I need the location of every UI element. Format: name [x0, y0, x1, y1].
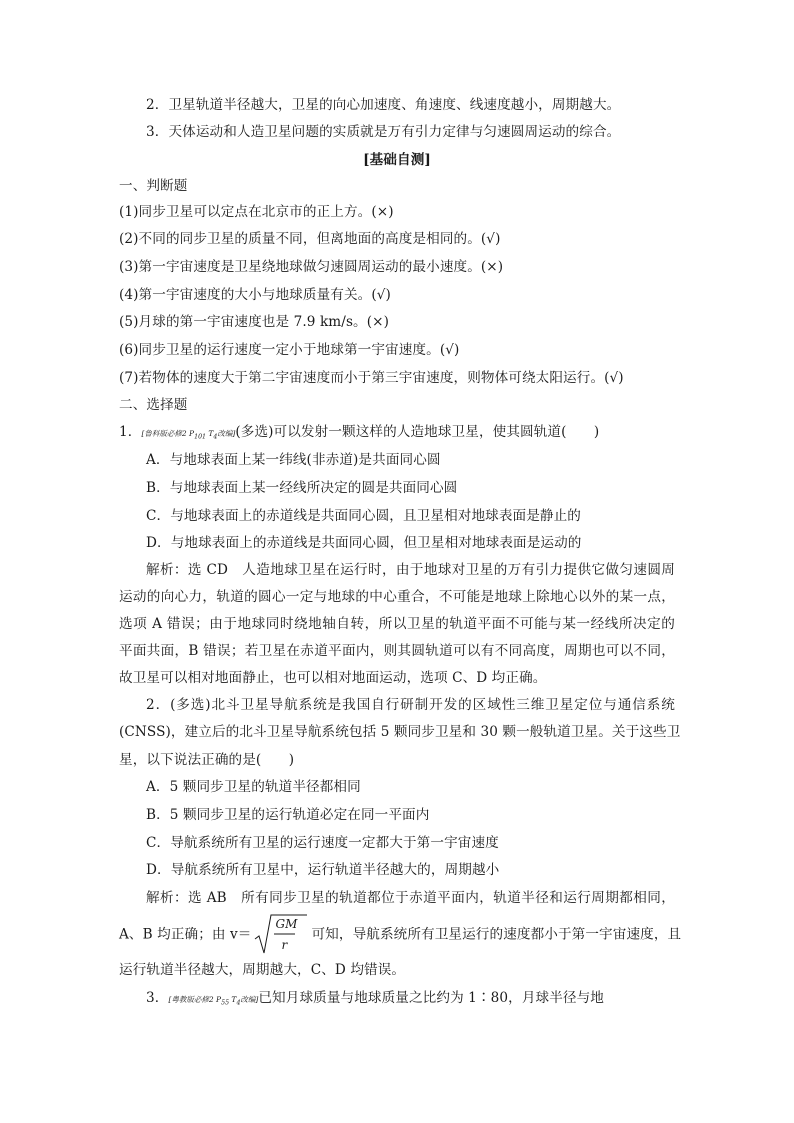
judge-item: (3)第一宇宙速度是卫星绕地球做匀速圆周运动的最小速度。(×)	[119, 259, 504, 275]
choice-heading: 二、选择题	[119, 397, 188, 413]
analysis-line: 运行轨道半径越大，周期越大，C、D 均错误。	[119, 962, 406, 978]
summary-item-3: 3．天体运动和人造卫星问题的实质就是万有引力定律与匀速圆周运动的综合。	[146, 124, 621, 140]
judge-item: (1)同步卫星可以定点在北京市的正上方。(×)	[119, 204, 394, 220]
question-2-stem: 星，以下说法正确的是( )	[119, 752, 295, 768]
question-2-stem: (CNSS)，建立后的北斗卫星导航系统包括 5 颗同步卫星和 30 颗一般轨道卫星。关于这些卫	[119, 724, 681, 740]
analysis-line: 平面共面，B 错误；若卫星在赤道平面内，则其圆轨道可以有不同高度，周期也可以不同，	[119, 643, 675, 659]
analysis-line: 运动的向心力，轨道的圆心一定与地球的中心重合，不可能是地球上除地心以外的某一点，	[119, 589, 675, 605]
analysis-formula-line: A、B 均正确；由 v＝ GM r 可知，导航系统所有卫星运行的速度都小于第一宇宙速度，且	[119, 913, 681, 957]
question-number: 3．	[146, 990, 169, 1006]
judge-item: (2)不同的同步卫星的质量不同，但离地面的高度是相同的。(√)	[119, 231, 501, 247]
question-text: (多选)可以发射一颗这样的人造地球卫星，使其圆轨道( )	[235, 424, 600, 440]
sqrt-formula	[253, 913, 309, 957]
option-c: C．导航系统所有卫星的运行速度一定都大于第一宇宙速度	[146, 835, 499, 851]
option-b: B．与地球表面上某一经线所决定的圆是共面同心圆	[146, 480, 458, 496]
judge-item: (7)若物体的速度大于第二宇宙速度而小于第三宇宙速度，则物体可绕太阳运行。(√)	[119, 370, 624, 386]
option-a: A．5 颗同步卫星的轨道半径都相同	[146, 779, 361, 795]
question-number: 1．	[119, 424, 142, 440]
formula-numerator: GM	[275, 917, 298, 931]
option-b: B．5 颗同步卫星的运行轨道必定在同一平面内	[146, 807, 430, 823]
option-c: C．与地球表面上的赤道线是共面同心圆，且卫星相对地球表面是静止的	[146, 508, 582, 524]
question-text: 已知月球质量与地球质量之比约为 1∶80，月球半径与地	[258, 990, 604, 1006]
summary-item-2: 2．卫星轨道半径越大，卫星的向心加速度、角速度、线速度越小，周期越大。	[146, 97, 621, 113]
judge-item: (4)第一宇宙速度的大小与地球质量有关。(√)	[119, 287, 391, 303]
analysis-line: 选项 A 错误；由于地球同时绕地轴自转，所以卫星的轨道平面不可能与某一经线所决定的	[119, 616, 675, 632]
analysis-line: 故卫星可以相对地面静止，也可以相对地面运动，选项 C、D 均正确。	[119, 670, 547, 686]
option-d: D．与地球表面上的赤道线是共面同心圆，但卫星相对地球表面是运动的	[146, 535, 582, 551]
question-2-stem: 2．(多选)北斗卫星导航系统是我国自行研制开发的区域性三维卫星定位与通信系统	[146, 697, 675, 713]
question-source: [鲁科版必修2 $P_{101}$ $T_4$改编]	[141, 429, 236, 441]
analysis-line: 解析：选 AB 所有同步卫星的轨道都位于赤道平面内，轨道半径和运行周期都相同，	[146, 890, 675, 906]
question-source: [粤教版必修2 $P_{55}$ $T_4$改编]	[168, 995, 259, 1007]
formula-denominator: r	[281, 938, 288, 952]
section-title: [基础自测]	[363, 152, 431, 168]
question-3-stem	[146, 989, 604, 1013]
analysis-line: 解析：选 CD 人造地球卫星在运行时，由于地球对卫星的万有引力提供它做匀速圆周	[146, 562, 675, 578]
judge-item: (6)同步卫星的运行速度一定小于地球第一宇宙速度。(√)	[119, 342, 460, 358]
question-1-stem	[119, 423, 599, 447]
option-a: A．与地球表面上某一纬线(非赤道)是共面同心圆	[146, 452, 441, 468]
option-d: D．导航系统所有卫星中，运行轨道半径越大的，周期越小	[146, 862, 500, 878]
judge-item: (5)月球的第一宇宙速度也是 7.9 km/s。(×)	[119, 314, 390, 330]
judge-heading: 一、判断题	[119, 178, 188, 194]
